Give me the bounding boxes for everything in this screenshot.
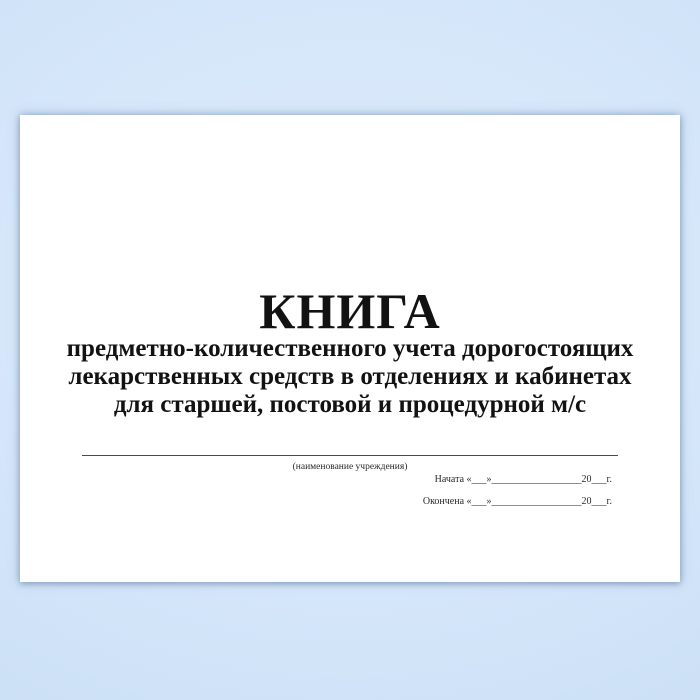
date-started-blank: Начата «___»__________________20___г. xyxy=(434,474,612,485)
date-finished-blank: Окончена «___»__________________20___г. xyxy=(422,496,612,507)
book-cover-page xyxy=(20,115,680,582)
book-subtitle xyxy=(20,335,680,419)
institution-name-caption: (наименование учреждения) xyxy=(292,462,408,472)
book-title: КНИГА xyxy=(259,283,441,339)
book-subtitle-line-3: для старшей, постовой и процедурной м/с xyxy=(113,391,587,418)
book-subtitle-line-1: предметно-количественного учета дорогостоящих xyxy=(66,335,634,362)
institution-name-blank-line xyxy=(82,455,618,474)
book-subtitle-line-2: лекарственных средств в отделениях и кабинетах xyxy=(68,363,632,390)
date-fields xyxy=(423,474,612,518)
